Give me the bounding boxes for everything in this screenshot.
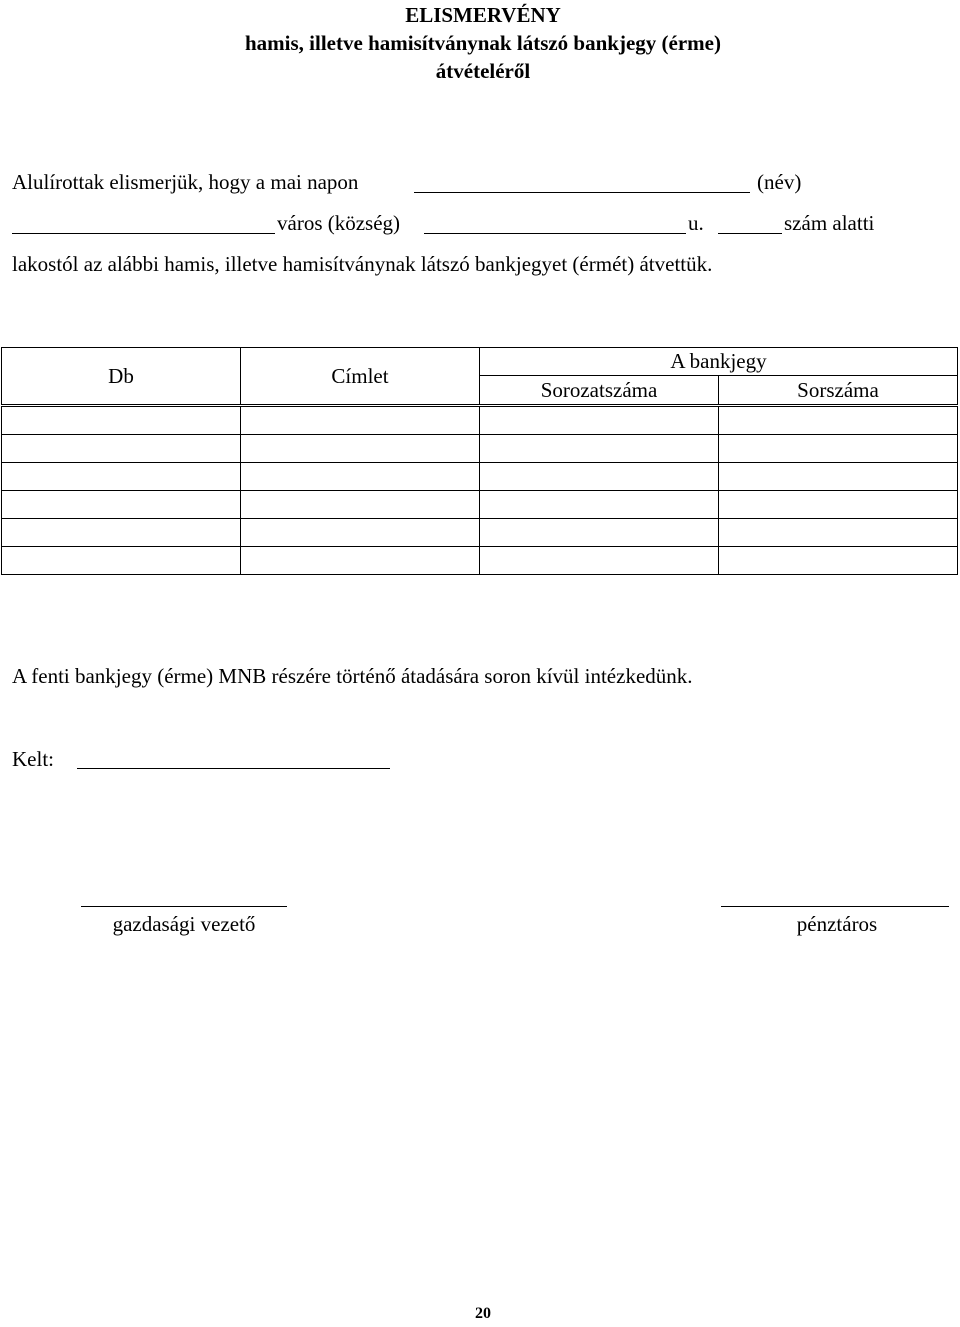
document-title	[0, 1, 960, 85]
intro-number-label: szám alatti	[784, 211, 875, 235]
title-line-1: ELISMERVÉNY	[405, 3, 561, 27]
table-cell[interactable]	[2, 435, 241, 463]
table-cell[interactable]	[719, 435, 958, 463]
title-line-2: hamis, illetve hamisítványnak látszó bankjegy (érme)	[245, 31, 721, 55]
table-cell[interactable]	[719, 519, 958, 547]
table-cell[interactable]	[480, 519, 719, 547]
intro-line-1-end: (név)	[757, 170, 802, 194]
table-cell[interactable]	[480, 463, 719, 491]
table-cell[interactable]	[719, 491, 958, 519]
intro-line-3: lakostól az alábbi hamis, illetve hamisítványnak látszó bankjegyet (érmét) átvettük.	[12, 252, 713, 276]
table-cell[interactable]	[2, 547, 241, 575]
signature-label-left: gazdasági vezető	[112, 912, 256, 936]
header-db: Db	[2, 348, 241, 406]
table-row	[2, 519, 958, 547]
table-row	[2, 435, 958, 463]
table-row	[2, 463, 958, 491]
signature-line-right[interactable]	[721, 906, 949, 907]
table-row	[2, 406, 958, 435]
header-sorozatszama: Sorozatszáma	[480, 376, 719, 406]
table-cell[interactable]	[2, 519, 241, 547]
intro-line-1-start: Alulírottak elismerjük, hogy a mai napon	[12, 170, 359, 194]
header-cimlet: Címlet	[241, 348, 480, 406]
signature-label-right: pénztáros	[796, 912, 878, 936]
closing-text: A fenti bankjegy (érme) MNB részére történő átadására soron kívül intézkedünk.	[12, 664, 693, 688]
table-cell[interactable]	[719, 406, 958, 435]
table-cell[interactable]	[2, 491, 241, 519]
table-cell[interactable]	[241, 519, 480, 547]
banknote-table	[1, 347, 958, 575]
intro-street-label: u.	[688, 211, 704, 235]
signature-line-left[interactable]	[81, 906, 287, 907]
table-cell[interactable]	[480, 435, 719, 463]
house-number-field[interactable]	[718, 233, 782, 234]
table-row	[2, 547, 958, 575]
table-cell[interactable]	[241, 435, 480, 463]
table-cell[interactable]	[480, 491, 719, 519]
table-cell[interactable]	[241, 463, 480, 491]
table-cell[interactable]	[719, 547, 958, 575]
table-cell[interactable]	[719, 463, 958, 491]
street-field[interactable]	[424, 233, 686, 234]
city-field[interactable]	[12, 233, 275, 234]
table-cell[interactable]	[241, 547, 480, 575]
table-cell[interactable]	[241, 491, 480, 519]
title-line-3: átvételéről	[435, 59, 531, 83]
date-field[interactable]	[77, 768, 390, 769]
header-bankjegy: A bankjegy	[480, 348, 958, 376]
table-cell[interactable]	[2, 406, 241, 435]
table-cell[interactable]	[480, 406, 719, 435]
name-field[interactable]	[414, 192, 750, 193]
table-cell[interactable]	[241, 406, 480, 435]
page-number: 20	[475, 1305, 491, 1322]
table-cell[interactable]	[480, 547, 719, 575]
table-cell[interactable]	[2, 463, 241, 491]
table-row	[2, 491, 958, 519]
kelt-label: Kelt:	[12, 747, 54, 771]
intro-city-label: város (község)	[277, 211, 401, 235]
header-sorszama: Sorszáma	[719, 376, 958, 406]
